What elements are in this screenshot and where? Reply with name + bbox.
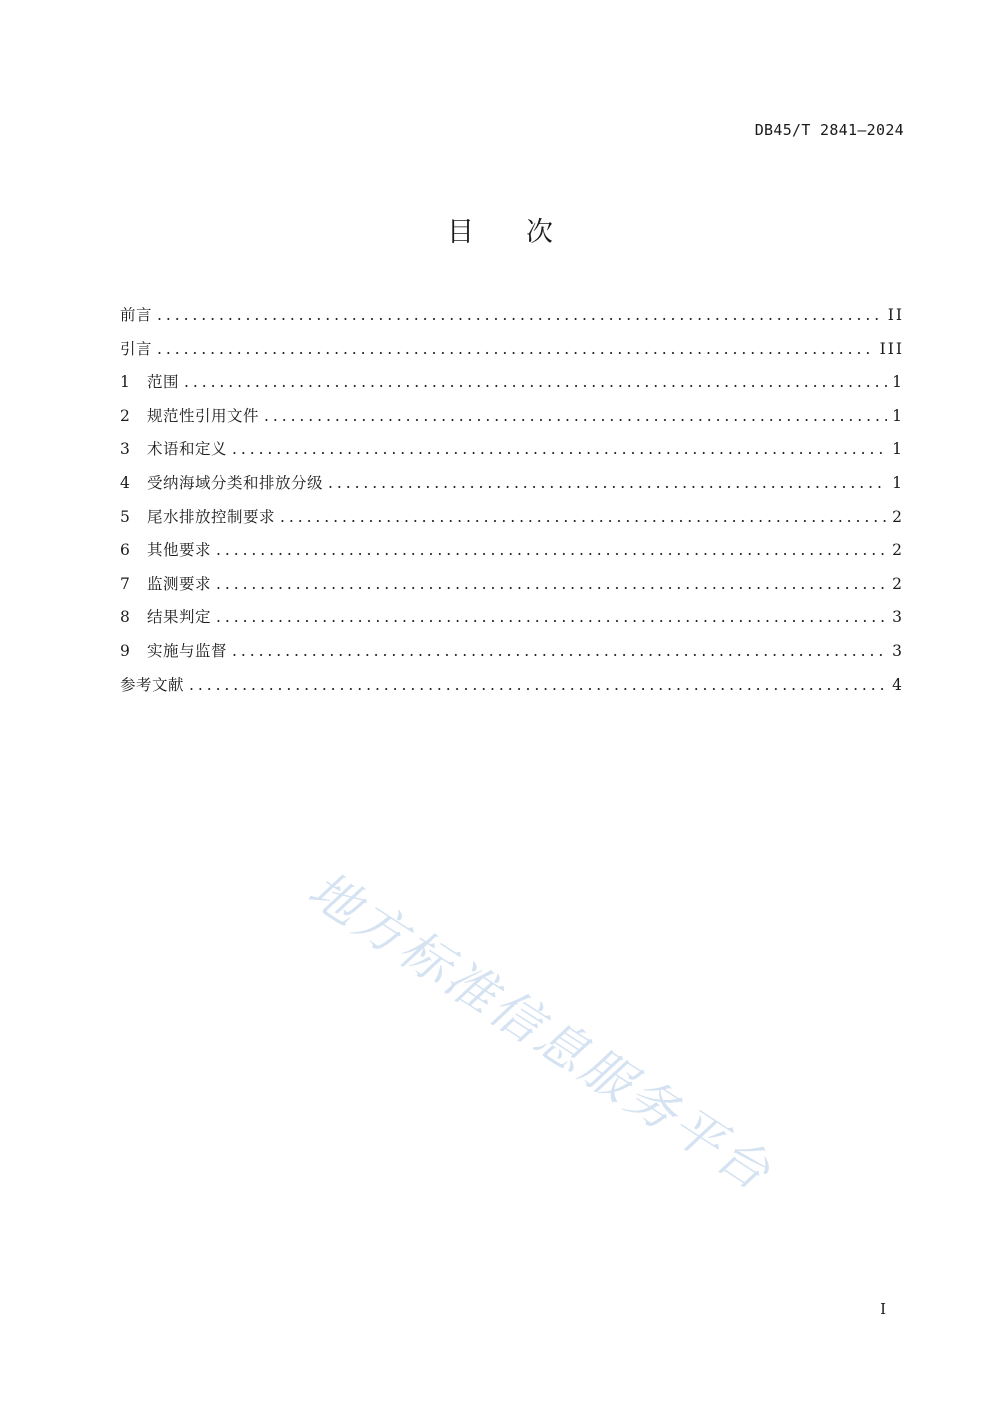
toc-leader-dots <box>216 541 887 559</box>
toc-entry-foreword[interactable] <box>120 303 904 337</box>
toc-entry-page: 4 <box>892 675 904 694</box>
toc-leader-dots <box>232 440 887 458</box>
page-title: 目次 <box>447 217 605 248</box>
toc-entry-page: 2 <box>892 507 904 526</box>
toc-entry-page: 2 <box>892 541 904 560</box>
toc-entry-introduction[interactable] <box>120 337 904 371</box>
toc-entry-page: 1 <box>892 373 904 392</box>
toc-leader-dots <box>189 676 887 694</box>
toc-leader-dots <box>216 575 887 593</box>
toc-entry-label: 实施与监督 <box>147 641 228 660</box>
toc-entry-classification[interactable] <box>120 471 904 505</box>
toc-entry-number: 1 <box>120 373 130 392</box>
toc-entry-number: 8 <box>120 608 130 627</box>
toc-entry-number: 5 <box>120 507 130 526</box>
toc-entry-label: 结果判定 <box>147 608 212 627</box>
toc-leader-dots <box>280 508 887 526</box>
toc-entry-number: 7 <box>120 574 130 593</box>
toc-entry-implementation[interactable] <box>120 639 904 673</box>
toc-entry-page: 1 <box>892 440 904 459</box>
toc-entry-monitoring[interactable] <box>120 572 904 606</box>
document-code: DB45/T 2841—2024 <box>754 121 904 139</box>
toc-leader-dots <box>216 608 887 626</box>
toc-entry-page: II <box>887 306 904 324</box>
toc-entry-terms-definitions[interactable] <box>120 437 904 471</box>
toc-leader-dots <box>184 373 887 391</box>
toc-entry-page: 3 <box>892 641 904 660</box>
toc-entry-label: 范围 <box>147 373 180 392</box>
toc-entry-number: 4 <box>120 473 130 492</box>
watermark: 地方标准信息服务平台 <box>298 860 783 1203</box>
toc-entry-page: 3 <box>892 608 904 627</box>
page-number: I <box>880 1300 886 1318</box>
toc-entry-evaluation[interactable] <box>120 605 904 639</box>
toc-entry-normative-references[interactable] <box>120 404 904 438</box>
toc-entry-label: 其他要求 <box>147 541 212 560</box>
toc-entry-page: 1 <box>892 406 904 425</box>
toc-leader-dots <box>232 642 887 660</box>
toc-entry-page: III <box>879 339 904 358</box>
toc-entry-label: 监测要求 <box>147 574 212 593</box>
toc-leader-dots <box>157 340 875 358</box>
toc-entry-page: 2 <box>892 574 904 593</box>
toc-entry-number: 3 <box>120 440 130 459</box>
toc-entry-label: 规范性引用文件 <box>147 406 260 425</box>
toc-leader-dots <box>328 474 887 492</box>
toc-entry-discharge-control[interactable] <box>120 505 904 539</box>
toc-entry-bibliography[interactable] <box>120 673 904 707</box>
toc-entry-label: 受纳海域分类和排放分级 <box>147 473 324 492</box>
toc-entry-label: 参考文献 <box>120 675 185 694</box>
toc-entry-label: 引言 <box>120 339 153 358</box>
toc-entry-number: 9 <box>120 641 130 660</box>
toc-entry-number: 6 <box>120 541 130 560</box>
toc-entry-label: 尾水排放控制要求 <box>147 507 276 526</box>
toc-entry-other-requirements[interactable] <box>120 538 904 572</box>
toc-entry-label: 术语和定义 <box>147 440 228 459</box>
toc-entry-label: 前言 <box>120 306 153 324</box>
toc-entry-page: 1 <box>892 473 904 492</box>
toc-leader-dots <box>157 306 883 324</box>
toc-entry-number: 2 <box>120 406 130 425</box>
toc-entry-scope[interactable] <box>120 370 904 404</box>
toc-leader-dots <box>264 407 887 425</box>
table-of-contents <box>120 303 904 706</box>
